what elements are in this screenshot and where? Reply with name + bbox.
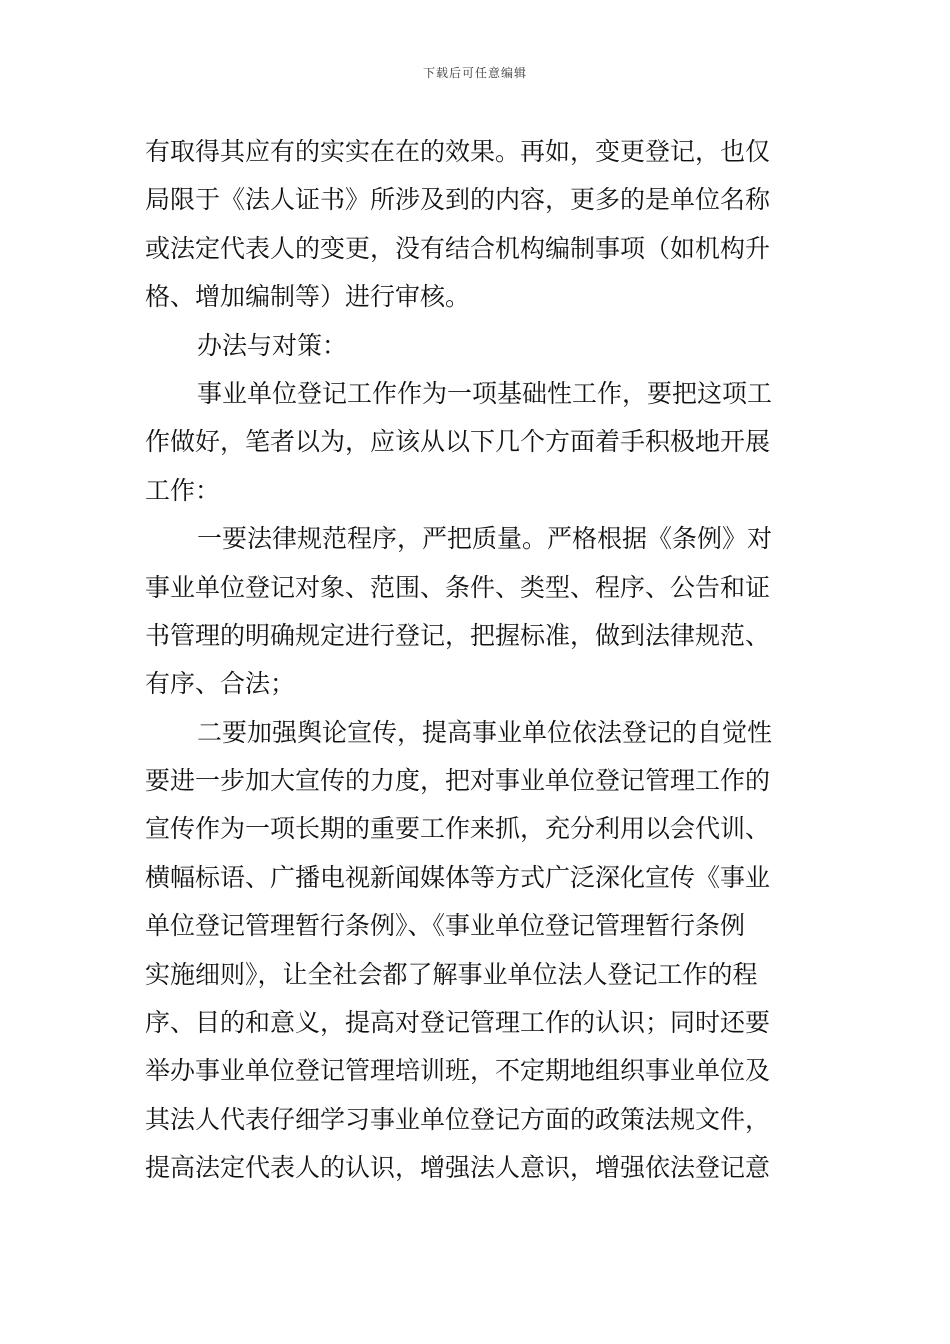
text-line: 横幅标语、广播电视新闻媒体等方式广泛深化宣传《事业 [145,862,771,892]
text-line: 举办事业单位登记管理培训班，不定期地组织事业单位及 [145,1056,771,1086]
paragraph-start: 一要法律规范程序，严把质量。严格根据《条例》对 [197,524,773,554]
text-line: 格、增加编制等）进行审核。 [145,282,471,312]
text-line: 书管理的明确规定进行登记，把握标准，做到法律规范、 [145,620,771,650]
text-line: 事业单位登记对象、范围、条件、类型、程序、公告和证 [145,572,771,602]
text-line: 工作： [145,475,221,505]
text-line: 或法定代表人的变更，没有结合机构编制事项（如机构升 [145,233,771,263]
document-body [145,128,810,1193]
text-line: 实施细则》，让全社会都了解事业单位法人登记工作的程 [145,959,758,989]
paragraph-start: 二要加强舆论宣传，提高事业单位依法登记的自觉性 [197,717,773,747]
text-line: 要进一步加大宣传的力度，把对事业单位登记管理工作的 [145,766,771,796]
text-line: 有取得其应有的实实在在的效果。再如，变更登记，也仅 [145,137,771,166]
text-line: 提高法定代表人的认识，增强法人意识，增强依法登记意 [145,1153,771,1183]
text-line: 单位登记管理暂行条例》、《事业单位登记管理暂行条例 [145,911,746,941]
text-line: 宣传作为一项长期的重要工作来抓，充分利用以会代训、 [145,814,771,844]
text-line: 作做好，笔者以为，应该从以下几个方面着手积极地开展 [145,427,771,457]
page-header: 下载后可任意编辑 [422,66,527,80]
text-line: 局限于《法人证书》所涉及到的内容，更多的是单位名称 [145,185,771,215]
paragraph-start: 事业单位登记工作作为一项基础性工作，要把这项工 [197,378,773,408]
text-line: 有序、合法； [145,669,296,699]
text-line: 其法人代表仔细学习事业单位登记方面的政策法规文件， [145,1104,771,1134]
section-heading: 办法与对策： [197,330,348,360]
text-line: 序、目的和意义，提高对登记管理工作的认识；同时还要 [145,1008,771,1038]
